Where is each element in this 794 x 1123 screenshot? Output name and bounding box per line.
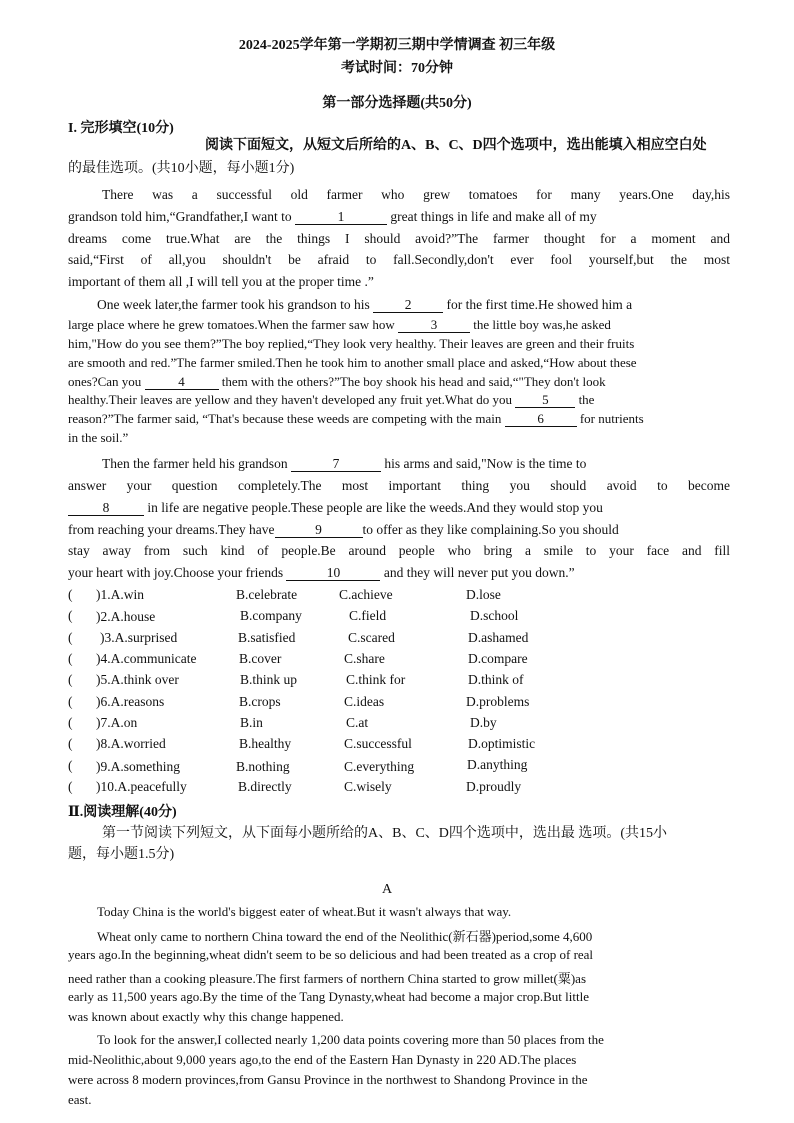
p1-line4: said,“First of all,you shouldn't be afraid to fall.Secondly,don't ever fool yourself,but the most — [68, 252, 730, 267]
section2-heading: Ⅱ.阅读理解(40分) — [68, 805, 177, 820]
p2-line8: in the soil.” — [68, 430, 129, 445]
exam-page: 2024-2025学年第一学期初三期中学情调查 初三年级 考试时间：70分钟 第一部分选择题(共50分) I. 完形填空(10分) 阅读下面短文，从短文后所给的A、B、C、D四个选项中，选出能填入相应空白处 的最佳选项。(共10小题，每小题1分) There was a successful old farmer who grew tomatoes for many years.One day,his grandson told him,“Grandfather,I want to 1 great things in life and make all of my dreams come true.What are the things I should avoid?”The farmer thought for a moment and said,“First of all,you shouldn't be afraid to fall.Secondly,don't ever fool yourself,but the most important of them all ,I will tell you at the proper time .” One week later,the farmer took his grandson to his 2 for the first time.He showed him a large place where he grew tomatoes.When the farmer saw how 3 the little boy was,he asked him,"How do you see them?”The boy replied,“They look very healthy. Their leaves are green and their fruits are smooth and red.”The farmer smiled.Then he took him to another small place and asked,“How about these ones?Can you 4 them with the others?”The boy shook his head and said,“"They don't look healthy.Their leaves are yellow and they haven't developed any fruit yet.What do you 5 the reason?”The farmer said, “That's because these weeds are competing with the main 6 for nutrients in the soil.” Then the farmer held his grandson 7 his arms and said,"Now is the time to answer your question completely.The most important thing you should avoid to become 8 in life are negative people.These people are like the weeds.And they would stop you from reaching your dreams.They have 9 to offer as they like complaining.So you should stay away from such kind of people.Be around people who bring a smile to your face and fill your heart with joy.Choose your friends 10 and they will never put you down.” ( )1.A.win B.celebrate C.achieve D.lose ( )2.A.house B.company C.field D.school ( )3.A.surprised B.satisfied C.scared D.ashamed ( )4.A.communicate B.cover C.share D.compare ( )5.A.think over B.think up C.think for D.think of ( )6.A.reasons B.crops C.ideas D.problems ( )7.A.on B.in C.at D.by ( )8.A.worried B.healthy C.successful D.optimistic ( )9.A.something B.nothing C.everything D.anything ( )10.A.peacefully B.directly C.wisely D.proudly Ⅱ.阅读理解(40分) 第一节阅读下列短文，从下面每小题所给的A、B、C、D四个选项中，选出最 选项。(共15小 题，每小题1.5分) A Today China is the world's biggest eater of wheat.But it wasn't always that way. Wheat only came to northern China toward the end of the Neolithic(新石器)period,some 4,600 years ago.In the beginning,wheat didn't seem to be so delicious and had been treated as a crop of real need rather than a cooking pleasure.The first farmers of northern China started to grow millet(粟)as early as 11,500 years ago.By the time of the Tang Dynasty,wheat had become a major crop.But little was known about exactly why this change happened. To look for the answer,I collected nearly 1,200 data points covering more than 50 places from the mid-Neolithic,about 9,000 years ago,to the end of the Eastern Han Dynasty in 220 AD.The places were across 8 modern provinces,from Gansu Province in the northwest to Shandong Province in the east. — [0, 0, 794, 1123]
p2-line1: One week later,the farmer took his grandson to his 2 for the first time.He showed him a — [97, 297, 633, 312]
exam-time: 考试时间：70分钟 — [341, 61, 453, 76]
passage-a-line5: early as 11,500 years ago.By the time of the Tang Dynasty,wheat had become a major crop.But little — [68, 989, 589, 1004]
blank-2[interactable]: 2 — [373, 298, 443, 313]
blank-7[interactable]: 7 — [291, 457, 381, 472]
part-heading: 第一部分选择题(共50分) — [322, 96, 472, 111]
blank-10[interactable]: 10 — [286, 566, 380, 581]
p2-line3: him,"How do you see them?”The boy replied,“They look very healthy. Their leaves are green and their fruits — [68, 336, 635, 351]
p2-line7: reason?”The farmer said, “That's because these weeds are competing with the main 6 for nutrients — [68, 411, 644, 426]
p1-line2: grandson told him,“Grandfather,I want to 1 great things in life and make all of my — [68, 209, 597, 224]
p2-line5: ones?Can you 4 them with the others?”The boy shook his head and said,“"They don't look — [68, 374, 606, 389]
passage-a-line1: Today China is the world's biggest eater of wheat.But it wasn't always that way. — [97, 904, 512, 919]
passage-a-label: A — [381, 882, 393, 897]
p3-line1: Then the farmer held his grandson 7 his arms and said,"Now is the time to — [102, 456, 587, 471]
passage-a-line2: Wheat only came to northern China toward the end of the Neolithic(新石器)period,some 4,600 — [97, 929, 593, 944]
blank-4[interactable]: 4 — [145, 375, 219, 390]
p1-line5: important of them all ,I will tell you at the proper time .” — [68, 274, 374, 289]
p2-line2: large place where he grew tomatoes.When the farmer saw how 3 the little boy was,he asked — [68, 317, 611, 332]
section1-instruction-line1: 阅读下面短文，从短文后所给的A、B、C、D四个选项中，选出能填入相应空白处 — [205, 138, 707, 153]
p3-line3: 8 in life are negative people.These people are like the weeds.And they would stop you — [68, 500, 730, 516]
p1-line1: There was a successful old farmer who grew tomatoes for many years.One day,his — [102, 187, 730, 202]
p3-line2: answer your question completely.The most important thing you should avoid to become — [68, 478, 730, 493]
passage-a-line10: east. — [68, 1092, 92, 1107]
blank-9[interactable]: 9 — [275, 523, 363, 538]
blank-3[interactable]: 3 — [398, 318, 470, 333]
passage-a-line3: years ago.In the beginning,wheat didn't seem to be so delicious and had been treated as a crop of real — [68, 947, 594, 962]
p2-line6: healthy.Their leaves are yellow and they haven't developed any fruit yet.What do you 5 the — [68, 392, 595, 407]
blank-1[interactable]: 1 — [295, 210, 387, 225]
passage-a-line4: need rather than a cooking pleasure.The first farmers of northern China started to grow millet(粟)as — [68, 971, 587, 986]
section1-heading: I. 完形填空(10分) — [68, 121, 174, 136]
passage-a-line8: mid-Neolithic,about 9,000 years ago,to the end of the Eastern Han Dynasty in 220 AD.The places — [68, 1052, 577, 1067]
passage-a-line9: were across 8 modern provinces,from Gansu Province in the northwest to Shandong Province in the — [68, 1072, 588, 1087]
passage-a-line7: To look for the answer,I collected nearly 1,200 data points covering more than 50 places from the — [97, 1032, 604, 1047]
p3-line6: your heart with joy.Choose your friends 10 and they will never put you down.” — [68, 565, 575, 580]
passage-a-line6: was known about exactly why this change happened. — [68, 1009, 344, 1024]
p3-line4: from reaching your dreams.They have 9 to offer as they like complaining.So you should — [68, 522, 619, 537]
p3-line5: stay away from such kind of people.Be around people who bring a smile to your face and fill — [68, 543, 730, 558]
blank-6[interactable]: 6 — [505, 412, 577, 427]
section2-instruction-line1: 第一节阅读下列短文，从下面每小题所给的A、B、C、D四个选项中，选出最 选项。(共15小 — [102, 826, 668, 841]
blank-8[interactable]: 8 — [68, 501, 144, 516]
blank-5[interactable]: 5 — [515, 393, 575, 408]
p1-line3: dreams come true.What are the things I should avoid?”The farmer thought for a moment and — [68, 231, 730, 246]
section2-instruction-line2: 题，每小题1.5分) — [68, 847, 175, 862]
p2-line4: are smooth and red.”The farmer smiled.Then he took him to another small place and asked,“How about these — [68, 355, 637, 370]
exam-title: 2024-2025学年第一学期初三期中学情调查 初三年级 — [238, 38, 556, 53]
section1-instruction-line2: 的最佳选项。(共10小题，每小题1分) — [68, 161, 295, 176]
